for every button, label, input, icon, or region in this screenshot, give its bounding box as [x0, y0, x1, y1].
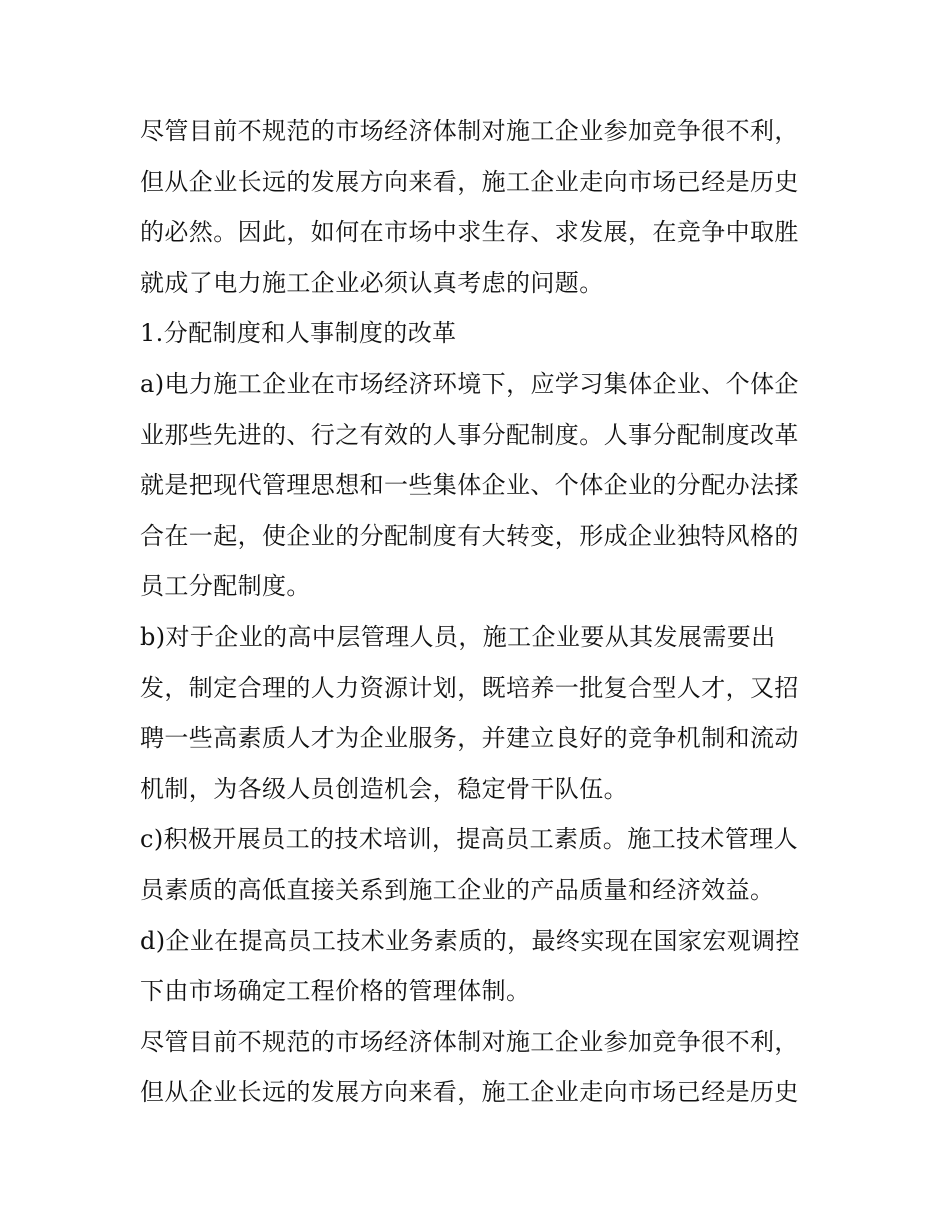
text-line: 发，制定合理的人力资源计划，既培养一批复合型人才，又招 — [140, 673, 799, 702]
text-line: 聘一些高素质人才为企业服务，并建立良好的竞争机制和流动 — [140, 724, 799, 753]
text-line: 机制，为各级人员创造机会，稳定骨干队伍。 — [140, 774, 628, 803]
text-line: d)企业在提高员工技术业务素质的，最终实现在国家宏观调控 — [140, 926, 800, 955]
section-heading: 1.分配制度和人事制度的改革 — [140, 319, 457, 348]
text-line: 的必然。因此，如何在市场中求生存、求发展，在竞争中取胜 — [140, 218, 799, 247]
text-line: 尽管目前不规范的市场经济体制对施工企业参加竞争很不利， — [140, 117, 799, 145]
text-line: a)电力施工企业在市场经济环境下，应学习集体企业、个体企 — [140, 369, 799, 398]
text-line: 但从企业长远的发展方向来看，施工企业走向市场已经是历史 — [140, 167, 799, 196]
text-line: 下由市场确定工程价格的管理体制。 — [140, 977, 531, 1006]
text-line: 员素质的高低直接关系到施工企业的产品质量和经济效益。 — [140, 875, 775, 904]
text-line: 尽管目前不规范的市场经济体制对施工企业参加竞争很不利， — [140, 1027, 799, 1056]
text-line: 业那些先进的、行之有效的人事分配制度。人事分配制度改革 — [140, 420, 799, 449]
text-line: b)对于企业的高中层管理人员，施工企业要从其发展需要出 — [140, 622, 776, 651]
document-body — [140, 106, 820, 1118]
text-line: 就是把现代管理思想和一些集体企业、个体企业的分配办法揉 — [140, 471, 799, 500]
text-line: 就成了电力施工企业必须认真考虑的问题。 — [140, 268, 604, 297]
text-line: 合在一起，使企业的分配制度有大转变，形成企业独特风格的 — [140, 521, 799, 550]
text-line: 员工分配制度。 — [140, 572, 311, 601]
text-line: c)积极开展员工的技术培训，提高员工素质。施工技术管理人 — [140, 825, 799, 854]
text-line: 但从企业长远的发展方向来看，施工企业走向市场已经是历史 — [140, 1078, 799, 1107]
